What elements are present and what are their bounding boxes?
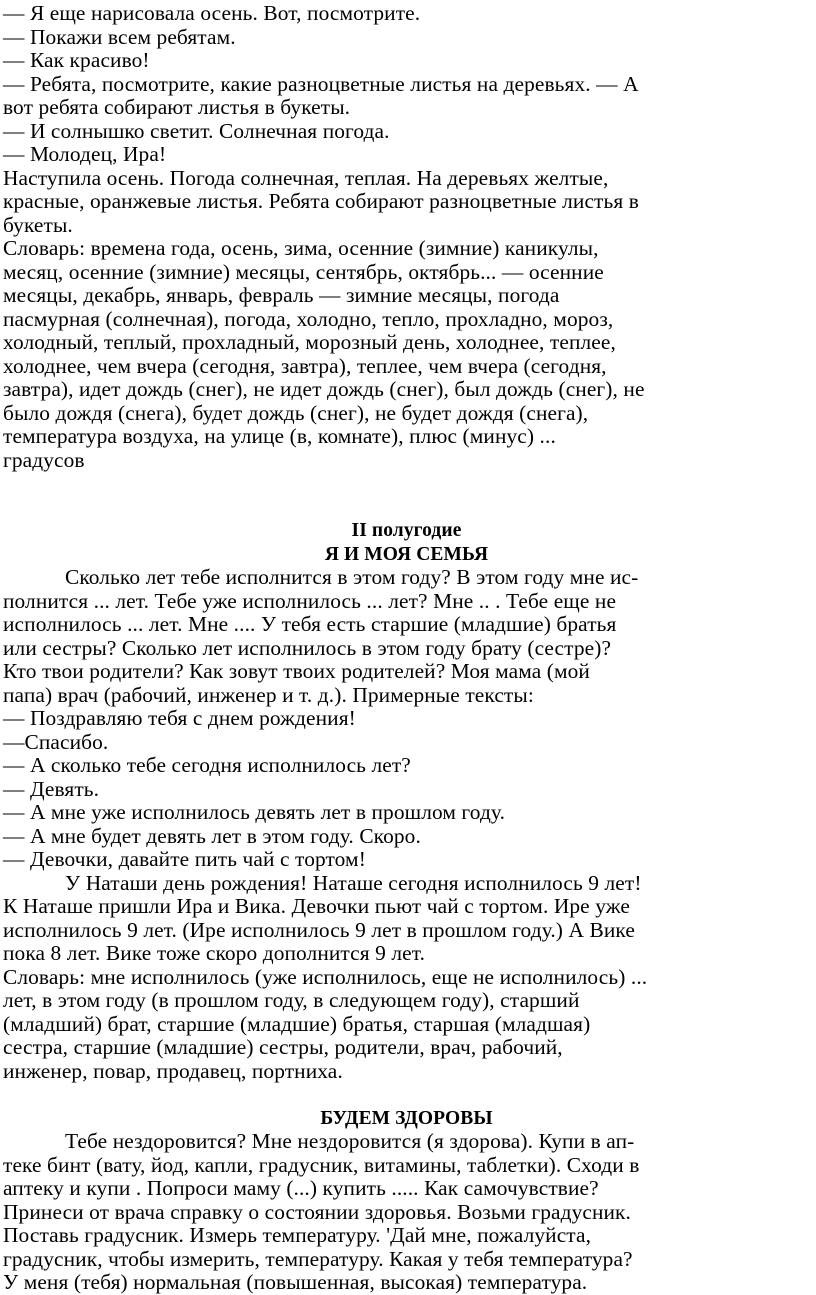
dialogue-line: — А мне уже исполнилось девять лет в прошлом году. (3, 800, 506, 824)
dialogue-line: — Молодец, Ира! (3, 142, 167, 166)
text-line: исполнилось 9 лет. (Ире исполнилось 9 лет в прошлом году.) А Вике (3, 917, 635, 942)
autumn-vocabulary (3, 237, 810, 472)
spacer (3, 472, 810, 496)
dialogue-line: — Я еще нарисовала осень. Вот, посмотрите. (3, 1, 421, 25)
text-line: Принеси от врача справку о состоянии здоровья. Возьми градусник. (3, 1199, 631, 1224)
vocabulary-line: градусов (3, 447, 85, 472)
vocabulary-line: холоднее, чем вчера (сегодня, завтра), теплее, чем вчера (сегодня, (3, 353, 607, 378)
dialogue-line: — Поздравляю тебя с днем рождения! (3, 706, 356, 730)
dialogue-line: —Спасибо. (3, 729, 109, 754)
autumn-text (3, 167, 810, 238)
vocabulary-line: (младший) брат, старшие (младшие) братья, старшая (младшая) (3, 1011, 591, 1036)
vocabulary-line: температура воздуха, на улице (в, комнате), плюс (минус) ... (3, 424, 556, 448)
birthday-dialogue (3, 707, 810, 872)
dialogue-line: — И солнышко светит. Солнечная погода. (3, 118, 390, 143)
vocabulary-line: инженер, повар, продавец, портниха. (3, 1058, 343, 1083)
autumn-dialogue (3, 2, 810, 167)
text-line: полнится ... лет. Тебе уже исполнилось ... лет? Мне .. . Тебе еще не (3, 588, 617, 613)
vocabulary-line: Словарь: времена года, осень, зима, осенние (зимние) каникулы, (3, 236, 599, 260)
dialogue-line: — А мне будет девять лет в этом году. Скоро. (3, 823, 421, 848)
health-text (3, 1130, 810, 1295)
dialogue-line: — А сколько тебе сегодня исполнилось лет? (3, 753, 411, 777)
text-line: аптеку и купи . Попроси маму (...) купить ..... Как самочувствие? (3, 1176, 599, 1200)
text-line: У Наташи день рождения! Наташе сегодня исполнилось 9 лет! (65, 870, 642, 895)
vocabulary-line: Словарь: мне исполнилось (уже исполнилось, еще не исполнилось) ... (3, 964, 648, 989)
family-questions (3, 566, 810, 707)
text-line: или сестры? Сколько лет исполнилось в этом году брату (сестре)? (3, 635, 612, 660)
text-line: Поставь градусник. Измерь температуру. 'Дай мне, пожалуйста, (3, 1223, 592, 1247)
dialogue-line: вот ребята собирают листья в букеты. (3, 95, 351, 119)
text-line: букеты. (3, 212, 73, 237)
text-line: градусник, чтобы измерить, температуру. Какая у тебя температура? (3, 1246, 633, 1271)
vocabulary-line: месяц, осенние (зимние) месяцы, сентябрь, октябрь... — осенние (3, 259, 604, 284)
family-vocabulary (3, 966, 810, 1084)
text-line: исполнилось ... лет. Мне .... У тебя есть старшие (младшие) братья (3, 612, 617, 636)
spacer (3, 1083, 810, 1107)
dialogue-line: — Девять. (3, 776, 100, 801)
text-line: Сколько лет тебе исполнится в этом году? В этом году мне ис- (65, 565, 639, 589)
text-line: пока 8 лет. Вике тоже скоро дополнится 9 лет. (3, 941, 426, 965)
text-line: папа) врач (рабочий, инженер и т. д.). Примерные тексты: (3, 682, 534, 707)
dialogue-line: — Девочки, давайте пить чай с тортом! (3, 847, 366, 871)
text-line: К Наташе пришли Ира и Вика. Девочки пьют чай с тортом. Ире уже (3, 894, 630, 918)
text-line: теке бинт (вату, йод, капли, градусник, витамины, таблетки). Сходи в (3, 1152, 640, 1177)
section-title: БУДЕМ ЗДОРОВЫ (320, 1107, 493, 1129)
dialogue-line: — Покажи всем ребятам. (3, 24, 236, 49)
text-line: У меня (тебя) нормальная (повышенная, высокая) температура. (3, 1270, 588, 1294)
text-line: Кто твои родители? Как зовут твоих родителей? Моя мама (мой (3, 659, 590, 683)
half-year-heading: II полугодие (351, 520, 462, 541)
vocabulary-line: было дождя (снега), будет дождь (снег), не будет дождя (снега), (3, 400, 589, 425)
vocabulary-line: холодный, теплый, прохладный, морозный день, холоднее, теплее, (3, 330, 616, 354)
vocabulary-line: пасмурная (солнечная), погода, холодно, тепло, прохладно, мороз, (3, 306, 614, 331)
dialogue-line: — Как красиво! (3, 48, 150, 72)
vocabulary-line: лет, в этом году (в прошлом году, в следующем году), старший (3, 988, 580, 1012)
vocabulary-line: завтра), идет дождь (снег), не идет дождь (снег), был дождь (снег), не (3, 377, 645, 401)
section-title: Я И МОЯ СЕМЬЯ (324, 543, 489, 565)
dialogue-line: — Ребята, посмотрите, какие разноцветные листья на деревьях. — А (3, 71, 639, 96)
text-line: Тебе нездоровится? Мне нездоровится (я здорова). Купи в ап- (65, 1129, 635, 1153)
vocabulary-line: сестра, старшие (младшие) сестры, родители, врач, рабочий, (3, 1035, 563, 1059)
text-line: Наступила осень. Погода солнечная, теплая. На деревьях желтые, (3, 165, 609, 190)
spacer (3, 496, 810, 520)
text-line: красные, оранжевые листья. Ребята собирают разноцветные листья в (3, 189, 639, 213)
birthday-text (3, 872, 810, 966)
vocabulary-line: месяцы, декабрь, январь, февраль — зимние месяцы, погода (3, 283, 560, 307)
